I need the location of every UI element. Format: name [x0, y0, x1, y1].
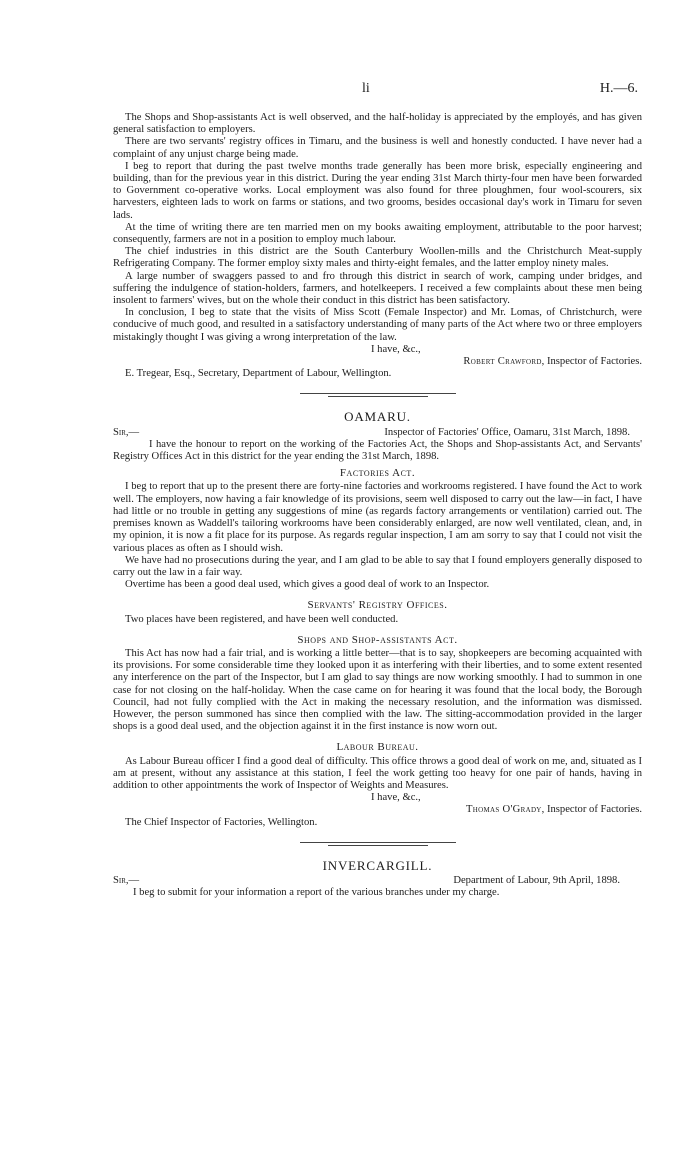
oamaru-signature-name: Thomas O'Grady — [466, 804, 542, 816]
timaru-signature-title: , Inspector of Factories. — [541, 356, 642, 368]
registry-paragraph: Two places have been registered, and have been well conducted. — [125, 613, 399, 625]
timaru-signature-name: Robert Crawford — [463, 356, 542, 368]
oamaru-from-line: Inspector of Factories' Office, Oamaru, 31st March, 1898. — [384, 426, 630, 438]
invercargill-salutation-line — [113, 875, 642, 887]
oamaru-addressee: The Chief Inspector of Factories, Wellington. — [125, 816, 318, 828]
document-reference: H.—6. — [599, 81, 638, 96]
timaru-paragraph-1: The Shops and Shop-assistants Act is well observed, and the half-holiday is appreciated by the employés, and has given general satisfaction to employers. — [113, 112, 642, 136]
factories-paragraph-3: Overtime has been a good deal used, which gives a good deal of work to an Inspector. — [125, 579, 490, 591]
invercargill-heading: INVERCARGILL. — [322, 857, 433, 873]
timaru-paragraph-6: A large number of swaggers passed to and fro through this district in search of work, camping under bridges, and suffering the indulgence of station-holders, farmers, and hotelkeepers. I received a few complaints about these men being insolent to farmers' wives, but on the whole their conduct in this district has been satisfactory. — [113, 270, 642, 307]
timaru-closing: I have, &c., — [371, 343, 421, 355]
oamaru-signature — [113, 804, 642, 816]
oamaru-intro: I have the honour to report on the working of the Factories Act, the Shops and Shop-assistants Act, and Servants' Registry Offices Act in this district for the year ending the 31st March, 1898. — [113, 438, 642, 463]
factories-paragraph-1: I beg to report that up to the present there are forty-nine factories and workrooms registered. I have found the Act to work well. The employers, now having a fair knowledge of its provisions, seem well disposed to carry out the law—in fact, I have had little or no trouble in getting any suggestions of mine (as regards factory arrangements or ventilation) carried out. The premises known as Waddell's tailoring workrooms have been considerably enlarged, are now well ventilated, clean, and, in my opinion, it is now a fit place for its purpose. As regards regular inspection, I am am sorry to say that I could not visit the various places as often as I should wish. — [113, 481, 642, 554]
invercargill-salutation: Sir,— — [113, 874, 140, 886]
shops-paragraph: This Act has now had a fair trial, and is working a little better—that is to say, shopkeepers are becoming acquainted with its provisions. For some considerable time they looked upon it as interfering with their liberties, and to some extent resented any interference on the part of the Inspector, but I am glad to say things are now working smoothly. I had to summon in one case for not closing on the half-holiday. When the case came on for hearing it was found that the local body, the Borough Council, had not fully complied with the Act in making the necessary resolution, and the information was dismissed. However, the person summoned has since then complied with the law. The sitting-accommodation provided in the larger shops is a good deal used, and the objection against it in the first instance is now worn out. — [113, 647, 642, 733]
labour-bureau-heading: Labour Bureau. — [336, 741, 419, 754]
report-body — [113, 112, 642, 899]
page-number: li — [362, 81, 370, 96]
invercargill-intro: I beg to submit for your information a report of the various branches under my charge. — [133, 887, 500, 899]
oamaru-salutation: Sir,— — [113, 426, 140, 438]
timaru-signature — [113, 356, 642, 368]
factories-act-heading: Factories Act. — [339, 467, 416, 480]
factories-paragraph-2: We have had no prosecutions during the year, and I am glad to be able to say that I found employers generally disposed to carry out the law in a fair way. — [113, 554, 642, 578]
registry-offices-heading: Servants' Registry Offices. — [307, 599, 448, 612]
invercargill-from-line: Department of Labour, 9th April, 1898. — [453, 874, 620, 886]
oamaru-closing: I have, &c., — [371, 792, 421, 804]
timaru-paragraph-4: At the time of writing there are ten married men on my books awaiting employment, attributable to the poor harvest; consequently, farmers are not in a position to employ much labour. — [113, 221, 642, 246]
timaru-paragraph-2: There are two servants' registry offices in Timaru, and the business is well and honestly conducted. I have never had a complaint of any unjust charge being made. — [113, 136, 642, 160]
timaru-paragraph-5: The chief industries in this district are the South Canterbury Woollen-mills and the Christchurch Meat-supply Refrigerating Company. The former employ sixty males and thirty-eight females, and the latter employ ninety males. — [113, 246, 642, 270]
shops-act-heading: Shops and Shop-assistants Act. — [297, 633, 458, 646]
labour-paragraph: As Labour Bureau officer I find a good deal of difficulty. This office throws a good deal of work on me, and, situated as I am at present, without any assistance at this station, I feel the work getting too heavy for one pair of hands, having in addition to other appointments the work of Inspector of Weights and Measures. — [113, 755, 642, 791]
timaru-paragraph-3: I beg to report that during the past twelve months trade generally has been more brisk, especially engineering and building, than for the previous year in this district. During the year ending 31st March thirty-four men have been forwarded to Government co-operative works. Local employment was also found for three ploughmen, four wool-scourers, six harvesters, eighteen lads to work on farms or stations, and two grooms, besides occasional day's work in Timaru for seven lads. — [113, 160, 642, 221]
oamaru-signature-title: , Inspector of Factories. — [541, 804, 642, 816]
timaru-addressee: E. Tregear, Esq., Secretary, Department of Labour, Wellington. — [125, 368, 392, 380]
section-divider — [300, 393, 456, 397]
oamaru-heading: OAMARU. — [344, 409, 411, 425]
timaru-paragraph-7: In conclusion, I beg to state that the visits of Miss Scott (Female Inspector) and Mr. Lomas, of Christchurch, were conducive of much good, and resulted in a satisfactory understanding of many parts of the Act where two or three employers mistakingly thought I was giving a wrong interpretation of the law. — [113, 307, 642, 343]
oamaru-salutation-line — [113, 427, 642, 439]
section-divider — [300, 842, 456, 846]
